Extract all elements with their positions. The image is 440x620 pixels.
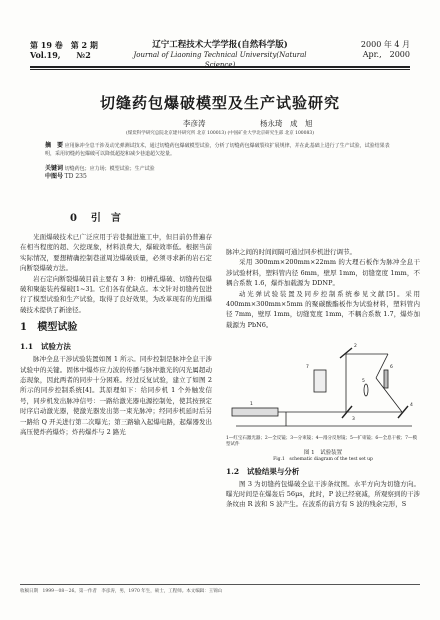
section-1-heading: 1 模型试验 xyxy=(20,322,78,334)
hologram-plate xyxy=(384,370,388,388)
header-rule-thin xyxy=(30,69,410,70)
right-column xyxy=(226,247,420,510)
left-column xyxy=(20,208,212,438)
intro-paragraph-2: 岩石定向断裂爆破目前主要有 3 种：切槽孔爆破、切缝药包爆破和聚能装药爆破[1~3]。它们各有优缺点。本文针对切缝药包进行了模型试验和生产试验，取得了良好效果，为改革现有的光面爆破技术提供了新途径。 xyxy=(20,274,212,314)
figure-caption-en: Fig.1 schematic diagram of the test set up xyxy=(273,456,373,462)
keywords-block xyxy=(45,165,395,181)
figure-legend: 1—红宝石激光器；2—全反镜；3—分束镜；4—漫分反射镜；5—扩束镜；6—全息干板；7—模型试件 xyxy=(226,435,418,447)
header-rule xyxy=(30,66,410,68)
figure-label-5: 5 xyxy=(362,379,365,385)
classification-code: TD 235 xyxy=(64,173,87,180)
subsection-1-2-heading: 1.2 试验结果与分析 xyxy=(226,466,300,476)
author-2: 杨永琦 成 旭 xyxy=(260,119,313,128)
journal-header xyxy=(30,40,410,70)
abstract-label: 摘 要 xyxy=(45,142,64,149)
figure-1 xyxy=(226,334,420,462)
volume-info: 第 19 卷 第 2 期 Vol.19, №2 xyxy=(30,40,98,60)
test-setup-diagram xyxy=(226,334,420,430)
right-paragraph-2: 采用 300mm×200mm×22mm 的大理石板作为脉冲全息干涉试验材料，塑料管内径 6mm，壁厚 1mm，切缝宽度 1mm，不耦合系数 1.6，爆炸加载源为 DDNP。 xyxy=(226,258,420,288)
right-paragraph-1: 脉冲之间的时间间隔可通过同步机进行调节。 xyxy=(226,248,356,256)
abstract-text: 应用脉冲全息干涉及动光弹测试技术，通过切缝药包爆破模型试验，分析了切缝药包爆破裂纹扩展规律，并在此基础上进行了生产试验，试验结果表明，采用切缝药包爆破可以降低超挖和减少巷道超欠挖量。 xyxy=(45,143,390,157)
model-specimen xyxy=(314,370,326,392)
figure-label-3: 3 xyxy=(352,417,355,423)
footnote: 收稿日期 1999－08－26。第一作者 李彦涛，男，1970 年生，硕士，工程师。本文编辑：王锦山 xyxy=(20,584,420,594)
subsection-1-1-heading: 1.1 试验方法 xyxy=(20,342,71,352)
ruby-laser xyxy=(232,408,278,416)
right-paragraph-3: 动光弹试验装置及同步控制系统参见文献[5]。采用 400mm×300mm×5mm 的聚碳酸酯板作为试验材料，塑料管内径 7mm，壁厚 1mm，切缝宽度 1mm，不耦合系数 1.7，爆炸加载源为 PbN6。 xyxy=(226,289,420,329)
results-paragraph: 图 3 为切缝药包爆破全息干涉条纹图。水平方向为切缝方向。曝光时间是在爆轰后 56μs，此时，P 波已经衰减，所观察到的干涉条纹由 R 波和 S 波产生。在波系的前方有 S 波的残余完形，S xyxy=(226,479,420,509)
beam-diag-1 xyxy=(376,378,402,412)
method-paragraph: 脉冲全息干涉试验装置如图 1 所示。同步控制是脉冲全息干涉试验中的关键。固体中爆炸应力波的传播与脉冲激光的闪光属超动态现象，因此两者的同步十分困难。经过反复试验，建立了如图 2 所示的同步控制系统[4]。其原理如下：给同步机 1 个外触发信号，同步机发出脉冲信号：一路给激光器电源控制处，使其按预定时序启动激光器，使激光器发出第一束光脉冲；经同步机延时后另一路给 Q 开关进行第二次曝光；第三路输入起爆电路，起爆器发出高压使炸药爆炸；炸药爆炸与 2 路光 xyxy=(20,355,212,437)
classification-label: 中图号 xyxy=(45,173,64,180)
section-intro-heading: 0 引 言 xyxy=(70,213,121,224)
figure-label-7: 7 xyxy=(306,365,309,371)
journal-title: 辽宁工程技术大学学报(自然科学版) Journal of Liaoning Technical University(Natural Science) xyxy=(133,40,307,69)
keywords-text: 切缝药包；应力场；模型试验；生产试验 xyxy=(64,166,155,172)
issue-date: 2000 年 4 月 Apr., 2000 xyxy=(360,40,410,59)
figure-label-1: 1 xyxy=(250,402,253,408)
keywords-label: 关键词 xyxy=(45,165,64,172)
figure-caption-cn: 图 1 试验装置 xyxy=(303,449,343,456)
affiliation: (煤炭科学研究总院北京建井研究所 北京 100013) (中国矿业大学北京研究生部 北京 100083) xyxy=(125,131,315,136)
abstract xyxy=(45,142,395,158)
beam-expander xyxy=(364,384,368,396)
figure-label-6: 6 xyxy=(390,365,393,371)
intro-paragraph-1: 光面爆破技术已广泛应用于岩巷掘进施工中，但目前仍普遍存在相当程度的超、欠挖现象，材料浪费大，爆破效率低。根据当前实际情况，要想精确控制巷道周边爆破质量，必须寻求新的岩石定向断裂爆破方法。 xyxy=(20,233,212,273)
author-1: 李彦涛 xyxy=(183,119,206,128)
paper-title: 切缝药包爆破模型及生产试验研究 xyxy=(99,94,340,112)
figure-label-4: 4 xyxy=(410,403,413,409)
figure-label-2: 2 xyxy=(354,344,357,350)
